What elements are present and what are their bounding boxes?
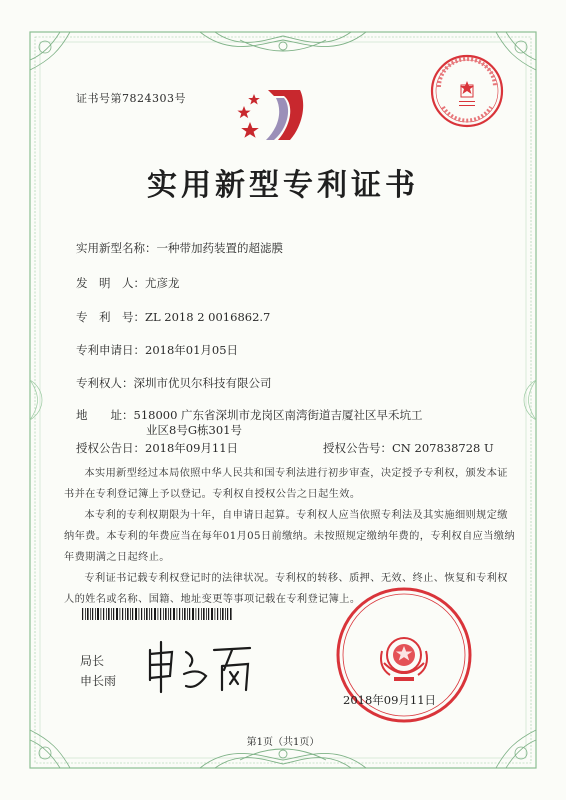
inventor-value: 尤彦龙 bbox=[145, 276, 180, 290]
grant-date-label: 授权公告日： bbox=[76, 441, 145, 455]
utility-model-name-row bbox=[76, 240, 283, 256]
certificate-number: 证书号第7824303号 bbox=[76, 92, 186, 105]
grant-date-row bbox=[76, 440, 238, 456]
grant-number-row bbox=[323, 440, 494, 456]
official-title: 局长 bbox=[80, 654, 105, 668]
bottom-flourish bbox=[200, 749, 366, 768]
inventor-label: 发 明 人： bbox=[76, 276, 145, 290]
paragraph-legal-status: 专利证书记载专利权登记时的法律状况。专利权的转移、质押、无效、终止、恢复和专利权人的姓名或名称、国籍、地址变更等事项记载在专利登记簿上。 bbox=[64, 573, 508, 605]
inventor-row bbox=[76, 275, 180, 291]
patent-number-row bbox=[76, 309, 270, 325]
barcode bbox=[82, 608, 232, 620]
grant-number-label: 授权公告号： bbox=[323, 441, 392, 455]
filing-date-value: 2018年01月05日 bbox=[145, 343, 239, 357]
official-name: 申长雨 bbox=[80, 674, 117, 688]
filing-date-label: 专利申请日： bbox=[76, 343, 145, 357]
address-line-2: 业区8号G栋301号 bbox=[146, 423, 242, 437]
corner-ornament-top-left bbox=[30, 32, 70, 70]
paragraph-term-and-fees: 本专利的专利权期限为十年，自申请日起算。专利权人应当依照专利法及其实施细则规定缴纳年费。本专利的年费应当在每年01月05日前缴纳。未按照规定缴纳年费的，专利权自应当缴纳年费期满之日起终止。 bbox=[64, 510, 516, 563]
paragraph-examination: 本实用新型经过本局依照中华人民共和国专利法进行初步审查，决定授予专利权，颁发本证书并在专利登记簿上予以登记。专利权自授权公告之日起生效。 bbox=[64, 468, 508, 500]
filing-date-row bbox=[76, 342, 238, 358]
issue-date: 2018年09月11日 bbox=[343, 693, 437, 707]
utility-model-name-label: 实用新型名称： bbox=[76, 241, 157, 255]
address-label: 地 址： bbox=[76, 408, 134, 422]
cnipa-logo bbox=[237, 90, 303, 140]
agency-seal-small bbox=[432, 56, 502, 126]
address-line-1: 518000 广东省深圳市龙岗区南湾街道吉厦社区早禾坑工 bbox=[133, 408, 423, 422]
patentee-label: 专利权人： bbox=[76, 376, 134, 390]
document-title: 实用新型专利证书 bbox=[147, 168, 419, 203]
patentee-value: 深圳市优贝尔科技有限公司 bbox=[133, 376, 272, 390]
handwritten-signature bbox=[150, 642, 250, 692]
address-continuation bbox=[146, 422, 242, 438]
grant-date-value: 2018年09月11日 bbox=[145, 441, 239, 455]
grant-number-value: CN 207838728 U bbox=[392, 441, 494, 455]
top-flourish bbox=[200, 32, 366, 51]
utility-model-name-value: 一种带加药装置的超滤膜 bbox=[156, 241, 283, 255]
patent-number-value: ZL 2018 2 0016862.7 bbox=[145, 310, 271, 324]
page-footer: 第1页（共1页） bbox=[246, 737, 320, 748]
patentee-row bbox=[76, 375, 272, 391]
address-row bbox=[76, 407, 423, 423]
patent-number-label: 专 利 号： bbox=[76, 310, 145, 324]
corner-ornament-top-right bbox=[496, 32, 536, 70]
